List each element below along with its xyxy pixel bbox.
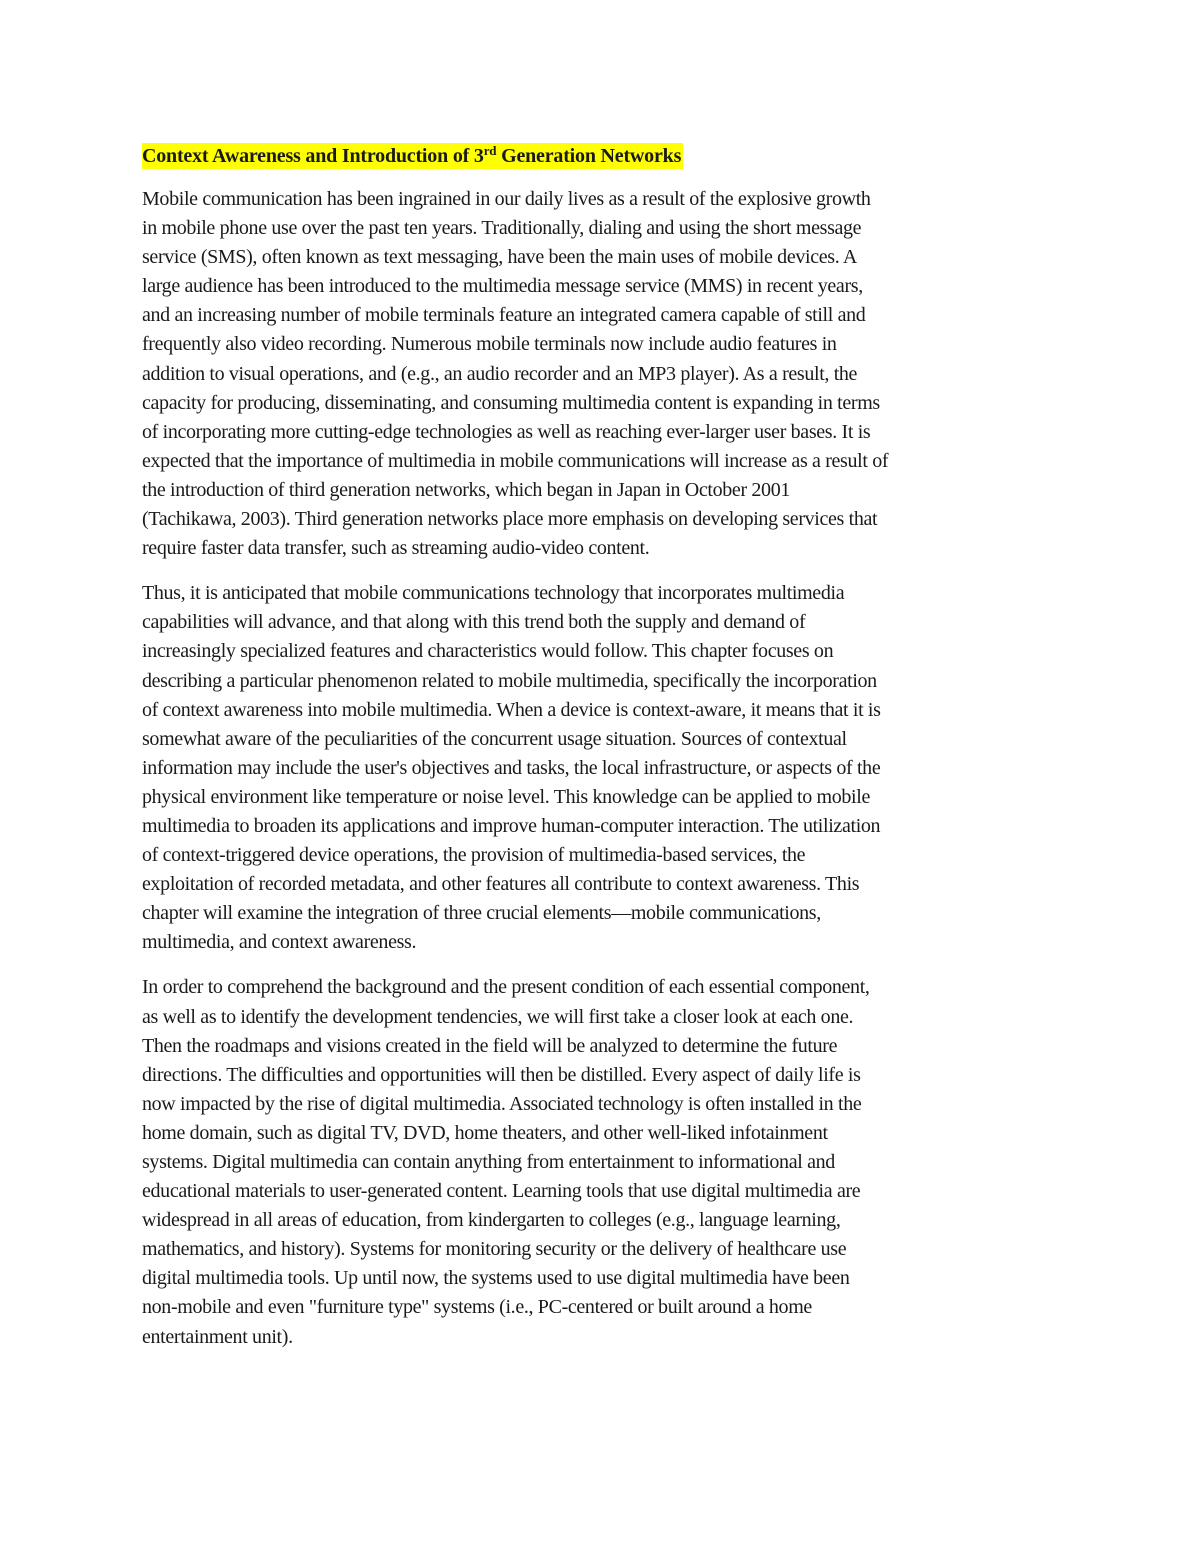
- text-line: educational materials to user-generated content. Learning tools that use digital multimedia are: [142, 1180, 861, 1203]
- text-line: expected that the importance of multimedia in mobile communications will increase as a result of: [142, 449, 889, 472]
- text-line: of context-triggered device operations, the provision of multimedia-based services, the: [142, 844, 806, 867]
- text-line: require faster data transfer, such as streaming audio-video content.: [142, 537, 650, 560]
- text-line: Mobile communication has been ingrained in our daily lives as a result of the explosive growth: [142, 188, 871, 210]
- text-line: capabilities will advance, and that along with this trend both the supply and demand of: [142, 611, 806, 634]
- text-line: home domain, such as digital TV, DVD, home theaters, and other well-liked infotainment: [142, 1121, 828, 1144]
- text-line: Thus, it is anticipated that mobile communications technology that incorporates multimedia: [142, 582, 845, 605]
- text-line: addition to visual operations, and (e.g., an audio recorder and an MP3 player). As a result, the: [142, 362, 858, 385]
- text-line: now impacted by the rise of digital multimedia. Associated technology is often installed in the: [142, 1092, 862, 1115]
- text-line: of context awareness into mobile multimedia. When a device is context-aware, it means that it is: [142, 698, 881, 721]
- text-line: mathematics, and history). Systems for monitoring security or the delivery of healthcare use: [142, 1238, 847, 1261]
- text-line: describing a particular phenomenon related to mobile multimedia, specifically the incorporation: [142, 669, 877, 692]
- text-line: information may include the user's objectives and tasks, the local infrastructure, or aspects of the: [142, 756, 881, 779]
- text-line: as well as to identify the development tendencies, we will first take a closer look at each one.: [142, 1005, 854, 1028]
- text-line: and an increasing number of mobile terminals feature an integrated camera capable of still and: [142, 304, 866, 327]
- text-line: widespread in all areas of education, from kindergarten to colleges (e.g., language learning,: [142, 1209, 841, 1232]
- text-line: In order to comprehend the background and the present condition of each essential component,: [142, 976, 870, 999]
- text-line: digital multimedia tools. Up until now, the systems used to use digital multimedia have been: [142, 1267, 850, 1290]
- title-superscript: rd: [483, 143, 497, 158]
- text-line: (Tachikawa, 2003). Third generation networks place more emphasis on developing services that: [142, 508, 878, 531]
- text-line: in mobile phone use over the past ten years. Traditionally, dialing and using the short message: [142, 217, 862, 240]
- document-page: [142, 143, 1072, 1368]
- text-line: large audience has been introduced to the multimedia message service (MMS) in recent years,: [142, 275, 863, 298]
- text-line: increasingly specialized features and characteristics would follow. This chapter focuses on: [142, 640, 834, 663]
- text-line: systems. Digital multimedia can contain anything from entertainment to informational and: [142, 1151, 835, 1173]
- paragraph-2: [142, 579, 1072, 957]
- text-line: entertainment unit).: [142, 1325, 293, 1348]
- text-line: non-mobile and even "furniture type" systems (i.e., PC-centered or built around a home: [142, 1296, 812, 1319]
- text-line: the introduction of third generation networks, which began in Japan in October 2001: [142, 478, 791, 501]
- text-line: somewhat aware of the peculiarities of the concurrent usage situation. Sources of contextual: [142, 727, 847, 750]
- text-line: chapter will examine the integration of three crucial elements—mobile communications,: [142, 902, 821, 925]
- text-line: directions. The difficulties and opportunities will then be distilled. Every aspect of daily life is: [142, 1063, 861, 1086]
- text-line: frequently also video recording. Numerous mobile terminals now include audio features in: [142, 333, 837, 356]
- text-line: physical environment like temperature or noise level. This knowledge can be applied to mobile: [142, 785, 870, 808]
- title-text-end: Generation Networks: [496, 145, 682, 167]
- paragraph-1: [142, 185, 1072, 563]
- text-line: exploitation of recorded metadata, and other features all contribute to context awareness. This: [142, 873, 860, 896]
- document-title: [142, 143, 683, 169]
- title-text-main: Context Awareness and Introduction of 3: [142, 145, 484, 167]
- text-line: capacity for producing, disseminating, and consuming multimedia content is expanding in terms: [142, 391, 880, 414]
- text-line: Then the roadmaps and visions created in the field will be analyzed to determine the future: [142, 1034, 838, 1057]
- text-line: multimedia to broaden its applications and improve human-computer interaction. The utilization: [142, 814, 881, 837]
- text-line: of incorporating more cutting-edge technologies as well as reaching ever-larger user bases. It is: [142, 420, 871, 443]
- text-line: multimedia, and context awareness.: [142, 931, 417, 954]
- text-line: service (SMS), often known as text messaging, have been the main uses of mobile devices. A: [142, 246, 857, 269]
- paragraph-3: [142, 973, 1072, 1351]
